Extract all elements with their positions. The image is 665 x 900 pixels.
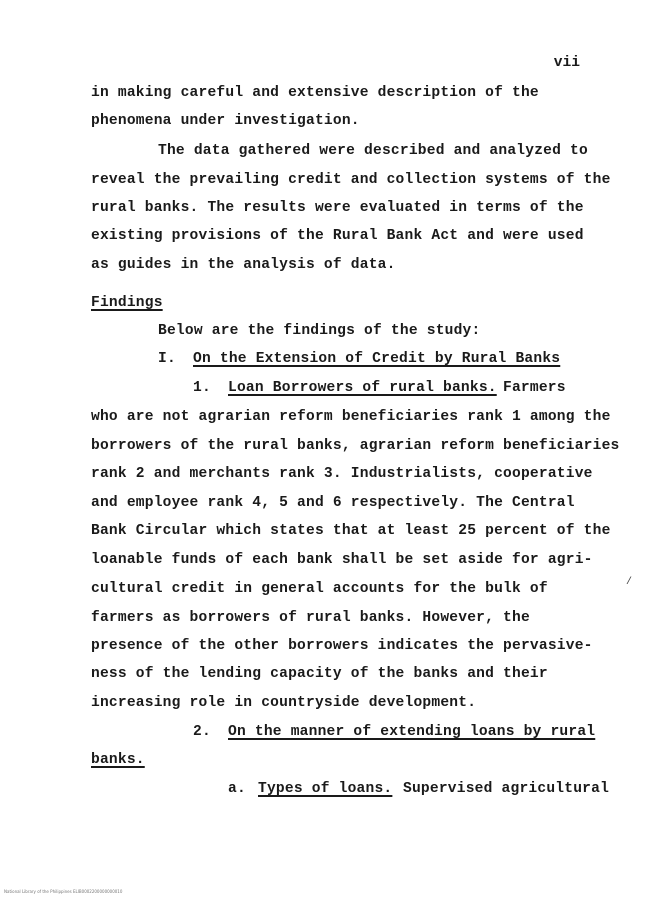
subheading-manner-of-extending-loans: On the manner of extending loans by rural (228, 724, 596, 740)
list-number: 1. (193, 380, 211, 396)
text-line: Bank Circular which states that at least 25 percent of the (91, 523, 611, 539)
subheading-loan-borrowers: Loan Borrowers of rural banks. (228, 380, 497, 396)
subheading-continuation: banks. (91, 752, 145, 768)
text-line: The data gathered were described and analyzed to (158, 143, 588, 159)
text-line: rural banks. The results were evaluated in terms of the (91, 200, 584, 216)
text-line: loanable funds of each bank shall be set aside for agri- (91, 552, 593, 568)
text-line: Below are the findings of the study: (158, 323, 481, 339)
text-line: ness of the lending capacity of the banks and their (91, 666, 548, 682)
subheading-types-of-loans: Types of loans. (258, 781, 393, 797)
scan-footer: National Library of the Philippines ELIB0002200000000010 (4, 889, 123, 894)
subheading-extension-of-credit: On the Extension of Credit by Rural Banks (193, 351, 561, 367)
margin-mark: / (626, 577, 633, 588)
text-line: farmers as borrowers of rural banks. However, the (91, 610, 530, 626)
text-line: and employee rank 4, 5 and 6 respectively. The Central (91, 495, 575, 511)
list-number: 2. (193, 724, 211, 740)
text-line: cultural credit in general accounts for the bulk of (91, 581, 548, 597)
text-line: rank 2 and merchants rank 3. Industrialists, cooperative (91, 466, 593, 482)
list-number: I. (158, 351, 176, 367)
list-letter: a. (228, 781, 246, 797)
text-line: presence of the other borrowers indicates the pervasive- (91, 638, 593, 654)
section-heading-findings: Findings (91, 295, 163, 311)
text-line: as guides in the analysis of data. (91, 257, 396, 273)
text-line: phenomena under investigation. (91, 113, 360, 129)
text-line: Farmers (503, 380, 566, 396)
text-line: who are not agrarian reform beneficiaries rank 1 among the (91, 409, 611, 425)
text-line: existing provisions of the Rural Bank Act and were used (91, 228, 584, 244)
text-line: increasing role in countryside development. (91, 695, 477, 711)
page-number: vii (553, 55, 580, 71)
text-line: reveal the prevailing credit and collection systems of the (91, 172, 611, 188)
text-line: Supervised agricultural (403, 781, 610, 797)
text-line: in making careful and extensive description of the (91, 85, 539, 101)
text-line: borrowers of the rural banks, agrarian reform beneficiaries (91, 438, 620, 454)
